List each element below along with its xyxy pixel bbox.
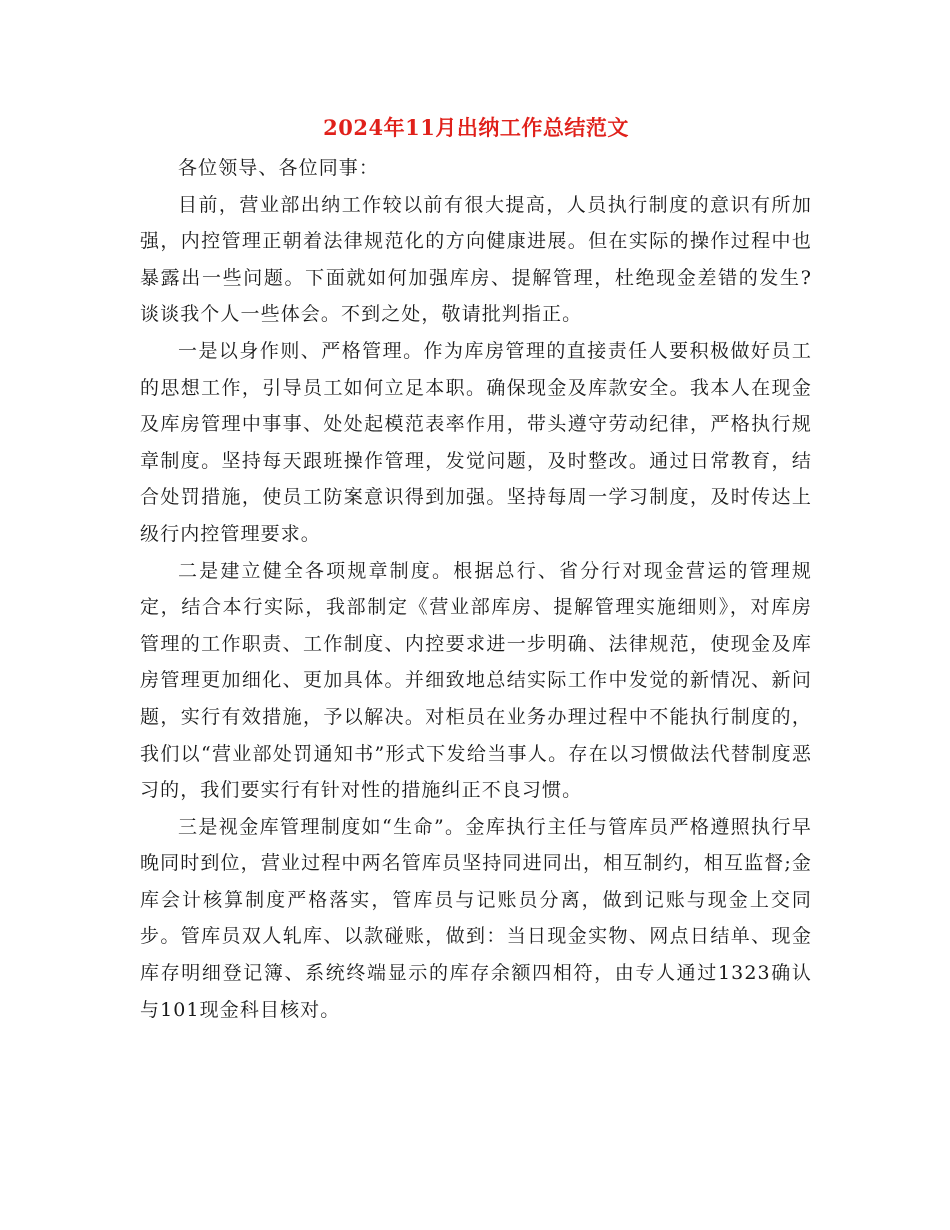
paragraph-point-two: 二是建立健全各项规章制度。根据总行、省分行对现金营运的管理规定，结合本行实际，我部制定《营业部库房、提解管理实施细则》，对库房管理的工作职责、工作制度、内控要求进一步明确、法律规范，使现金及库房管理更加细化、更加具体。并细致地总结实际工作中发觉的新情况、新问题，实行有效措施，予以解决。对柜员在业务办理过程中不能执行制度的，我们以“营业部处罚通知书”形式下发给当事人。存在以习惯做法代替制度恶习的，我们要实行有针对性的措施纠正不良习惯。 (140, 559, 812, 802)
salutation: 各位领导、各位同事： (178, 157, 380, 179)
document-title: 2024年11月出纳工作总结范文 (323, 115, 629, 140)
paragraph-point-three: 三是视金库管理制度如“生命”。金库执行主任与管库员严格遵照执行早晚同时到位，营业过程中两名管库员坚持同进同出，相互制约，相互监督;金库会计核算制度严格落实，管库员与记账员分离，做到记账与现金上交同步。管库员双人轧库、以款碰账，做到：当日现金实物、网点日结单、现金库存明细登记簿、系统终端显示的库存余额四相符，由专人通过1323确认与101现金科目核对。 (140, 815, 812, 1021)
paragraph-point-one: 一是以身作则、严格管理。作为库房管理的直接责任人要积极做好员工的思想工作，引导员工如何立足本职。确保现金及库款安全。我本人在现金及库房管理中事事、处处起模范表率作用，带头遵守劳动纪律，严格执行规章制度。坚持每天跟班操作管理，发觉问题，及时整改。通过日常教育，结合处罚措施，使员工防案意识得到加强。坚持每周一学习制度，及时传达上级行内控管理要求。 (140, 339, 812, 545)
paragraph-intro: 目前，营业部出纳工作较以前有很大提高，人员执行制度的意识有所加强，内控管理正朝着法律规范化的方向健康进展。但在实际的操作过程中也暴露出一些问题。下面就如何加强库房、提解管理，杜绝现金差错的发生?谈谈我个人一些体会。不到之处，敬请批判指正。 (140, 193, 812, 326)
